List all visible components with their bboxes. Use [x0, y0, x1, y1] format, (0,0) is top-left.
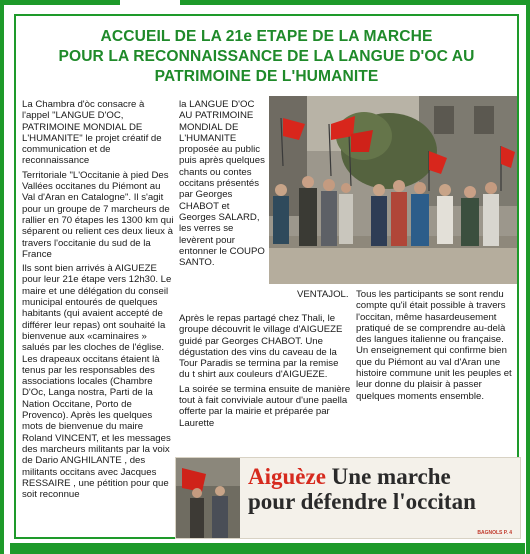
- title-line-1: ACCUEIL DE LA 21e ETAPE DE LA MARCHE: [100, 28, 433, 45]
- headline-line-2: pour défendre l'occitan: [248, 489, 476, 514]
- clipping-photo: [176, 458, 240, 538]
- newspaper-clipping: [175, 457, 521, 539]
- right-green-bar: [526, 0, 530, 554]
- headline-town: Aiguèze: [248, 464, 326, 489]
- clipping-footer: BAGNOLS P. 4: [477, 530, 512, 536]
- title-line-2: POUR LA RECONNAISSANCE DE LA LANGUE D'OC AU: [58, 48, 475, 65]
- paragraph: La Chambra d'òc consacre à l'appel "LANGUE D'OC, PATRIMOINE MONDIAL DE L'HUMANITE" le projet créatif de communication et de reconnaissance: [22, 99, 162, 167]
- paragraph: Ils sont bien arrivés à AIGUEZE pour leur 21e étape vers 12h30. Le maire et une délégation du conseil municipal entourés de quelques habitants (qui avaient accepté de différer leur repas) ont souhaité la bienvenue aux «caminaires » salués par les cloches de l'église. Les drapeaux occitans étaient là tenus par les responsables des associations locales (Chambre D'Oc, Langa nostra, Parti de la Nation Occitane, Porto de Provenco). Après les quelques mots de bienvenue du maire Roland VINCENT, et les messages des marcheurs militants par la voix de Dario ANGHILANTE , des militants occitans avec Jacques RESSAIRE , une pétition pour que soit reconnue: [22, 263, 172, 501]
- clipping-photo-illustration: [176, 458, 240, 538]
- title-line-3: PATRIMOINE DE L'HUMANITE: [154, 68, 379, 85]
- column-1: [22, 99, 174, 503]
- column-2-top: [179, 99, 267, 271]
- group-photo: [269, 96, 517, 284]
- ventajol-text: VENTAJOL.: [297, 289, 349, 300]
- bottom-green-bar: [10, 543, 525, 554]
- paragraph: Territoriale "L'Occitanie à pied Des Vallées occitanes du Piémont au Val d'Aran en Catalogne". Il s'agit pour un groupe de 7 marcheurs de rallier en 70 étapes les 1300 km qui séparent ou relient ces deux lieux à travers l'occitanie du sud de la France: [22, 169, 174, 260]
- column-3: [356, 289, 516, 405]
- clipping-headline: [248, 464, 476, 514]
- paragraph: la LANGUE D'OC AU PATRIMOINE MONDIAL DE L'HUMANITE proposée au public puis après quelques chants ou contes occitans présentés par Georges CHABOT et Georges SALARD, les verres se levèrent pour entonner le COUPO SANTO.: [179, 99, 265, 269]
- paragraph: Après le repas partagé chez Thali, le groupe découvrit le village d'AIGUEZE guidé par Georges CHABOT. Une dégustation des vins du caveau de la Tour Paradis se termina par la remise du t shirt aux couleurs d'AIGUEZE.: [179, 313, 343, 381]
- article-title: [20, 27, 513, 87]
- left-green-bar: [0, 0, 4, 554]
- headline-rest: Une marche: [325, 464, 451, 489]
- top-bar-gap: [120, 0, 180, 5]
- paragraph: La soirée se termina ensuite de manière tout à fait conviviale autour d'une paella offerte par la mairie et préparée par Laurette: [179, 383, 351, 429]
- paragraph: Tous les participants se sont rendu compte qu'il était possible à travers l'occitan, même hasardeusement pratiqué de se comprendre au-delà des langues italienne ou française. Un enseignement qui confirme bien que du Piémont au val d'Aran une histoire commune unit les peuples et leur donne du plaisir à passer quelques moments ensemble.: [356, 289, 512, 402]
- group-photo-illustration: [269, 96, 517, 284]
- column-2-bottom: [179, 313, 351, 432]
- top-green-bar: [0, 0, 530, 5]
